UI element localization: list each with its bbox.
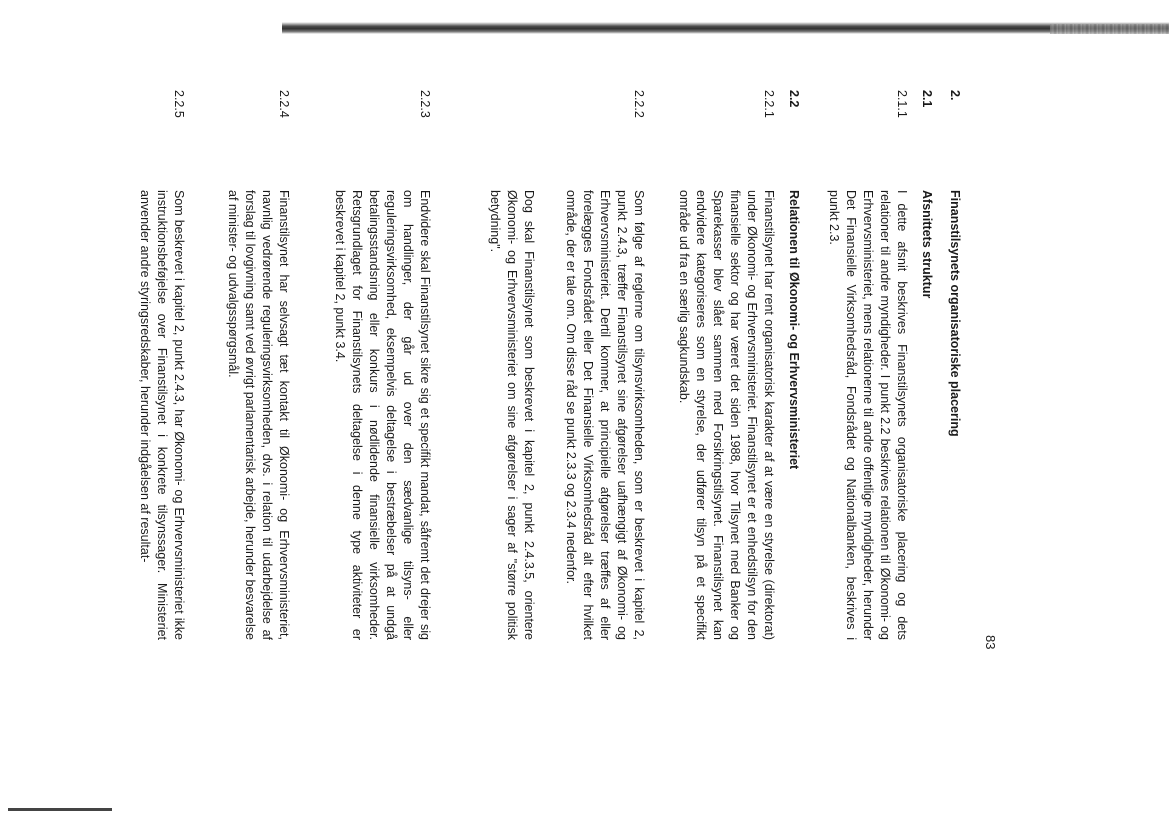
subsection-2-2-number: 2.2 [787,90,801,108]
item-2-1-1-number: 2.1.1 [895,90,909,118]
section-title: Finanstilsynets organisatoriske placering [948,190,962,437]
page-number: 83 [983,635,998,650]
document-page [120,50,1000,770]
item-2-2-5-text: Som beskrevet i kapitel 2, punkt 2.4.3, har Økonomi- og Erhvervsministeriet ikke instruktionsbeføjelse over Finanstilsynet i konkrete tilsynssager. Ministeriet anvender andre styringsredskaber, herunder indgåelsen af resultat- [138,190,186,640]
scan-margin-mark [8,808,112,811]
scan-edge-shadow [282,22,1169,34]
item-2-2-2-number: 2.2.2 [632,90,646,118]
subsection-2-2-title: Relationen til Økonomi- og Erhvervsministeriet [787,190,801,470]
item-2-2-1-text: Finanstilsynet har rent organisatorisk karakter af at være en styrelse (direktorat) under Økonomi- og Erhvervsministeriet. Finanstilsynet er et enhedstilsyn for den finansielle sektor og har været det siden 1988, hvor Tilsynet med Banker og Sparekasser blev slået sammen med Forsikringstilsynet. Finanstilsynet kan endvidere kategoriseres som en styrelse, der udfører tilsyn på et specifikt område ud fra en særlig sagkundskab. [677,190,776,640]
item-2-2-3-text: Endvidere skal Finanstilsynet sikre sig et specifikt mandat, såfremt det drejer sig om handlinger, der går ud over den sædvanlige tilsyns- eller reguleringsvirksomhed, eksempelvis deltagelse i bestræbelser på at undgå betalingsstandsning eller konkurs i nødlidende finansielle virksomheder. Retsgrundlaget for Finanstilsynets deltagelse i denne type aktiviteter er beskrevet i kapitel 2, punkt 3.4. [333,190,432,640]
item-2-2-4-text: Finanstilsynet har selvsagt tæt kontakt til Økonomi- og Erhvervsministeriet, navnlig vedrørende reguleringsvirksomheden, dvs. i relation til udarbejdelse af forslag til lovgivning samt ved øvrigt parlamentarisk arbejde, herunder besvarelse af minister- og udvalgsspørgsmål. [226,190,291,640]
section-number: 2. [948,90,962,101]
subsection-2-1-title: Afsnittets struktur [920,190,934,299]
item-2-2-4-number: 2.2.4 [277,90,291,118]
item-2-2-3-number: 2.2.3 [418,90,432,118]
item-2-2-2-text-2: Dog skal Finanstilsynet som beskrevet i kapitel 2, punkt 2.4.3.5, orientere Økonomi- og Erhvervsministeriet om sine afgørelser i sager af "større politisk betydning". [488,190,536,640]
item-2-2-2-text: Som følge af reglerne om tilsynsvirksomheden, som er beskrevet i kapitel 2, punkt 2.4.3, træffer Finanstilsynet sine afgørelser uafhængigt af Økonomi- og Erhvervsministeriet. Dertil kommer, at principielle afgørelser træffes af eller forelægges Fondsrådet eller Det Finansielle Virksomhedsråd alt efter hvilket område, der er tale om. Om disse råd se punkt 2.3.3 og 2.3.4 nedenfor. [564,190,646,640]
item-2-2-5-number: 2.2.5 [172,90,186,118]
subsection-2-1-number: 2.1 [920,90,934,108]
item-2-2-1-number: 2.2.1 [762,90,776,118]
item-2-1-1-text: I dette afsnit beskrives Finanstilsynets organisatoriske placering og dets relationer til andre myndigheder. I punkt 2.2 beskrives relationen til Økonomi- og Erhvervsministeriet, mens relationerne til andre offentlige myndigheder, herunder Det Finansielle Virksomhedsråd, Fondsrådet og Nationalbanken, beskrives i punkt 2.3. [827,190,909,640]
scan-edge-noise [1050,24,1169,34]
